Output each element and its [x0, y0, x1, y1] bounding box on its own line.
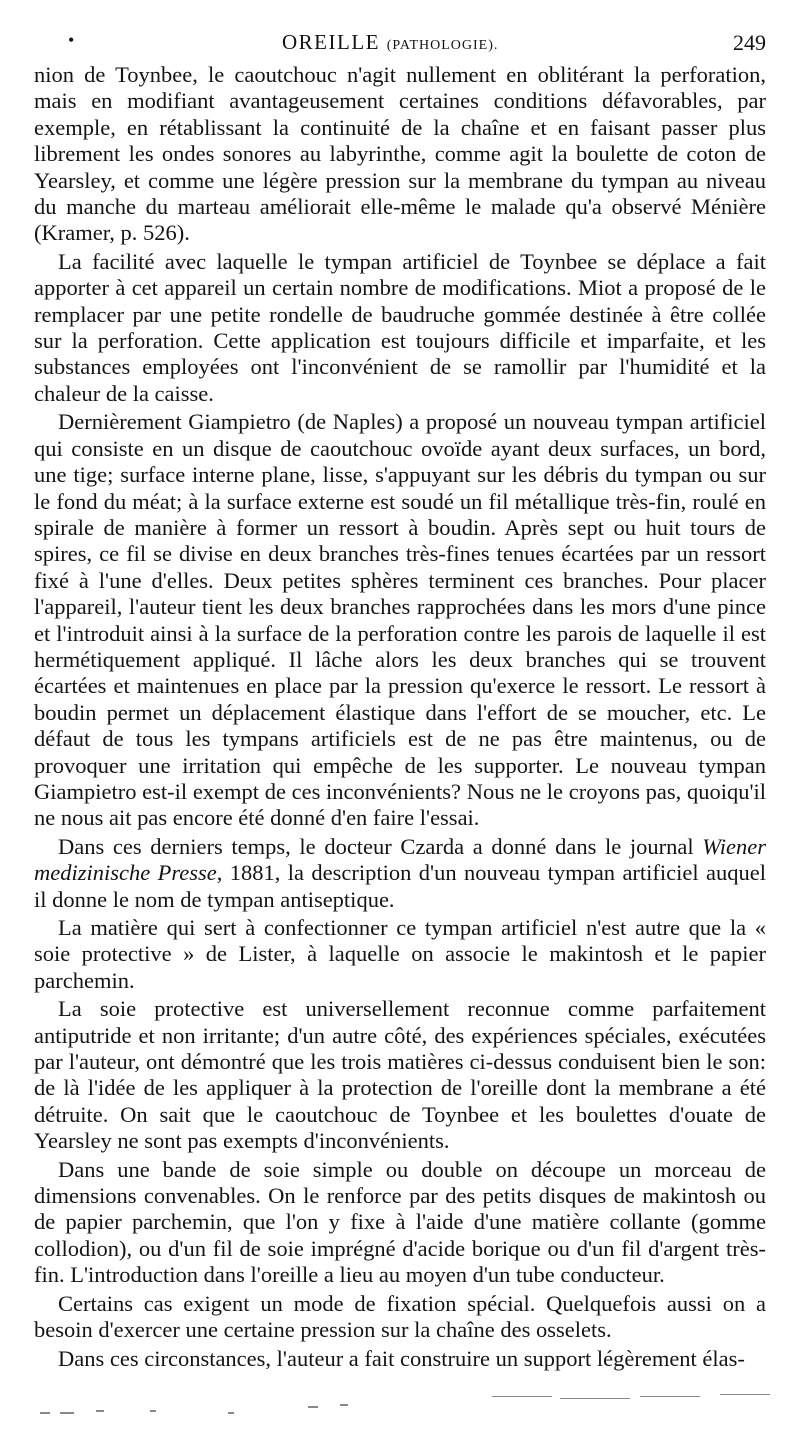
paragraph-5: La matière qui sert à confectionner ce tympan artificiel n'est autre que la « soie protective » de Lister, à laquelle on associe le makintosh et le papier parchemin. [34, 915, 766, 993]
journal-title: Wiener medizinische Presse [34, 833, 766, 886]
paragraph-9: Dans ces circonstances, l'auteur a fait construire un support légèrement élas- [58, 1345, 745, 1371]
running-title-sub: (PATHOLOGIE). [386, 38, 499, 53]
paragraph-4 [34, 834, 766, 913]
page-number: 249 [733, 30, 766, 55]
paragraph-6: La soie protective est universellement reconnue comme parfaitement antiputride et non irritante; d'un autre côté, des expériences spéciales, exécutées par l'auteur, ont démontré que les trois matières ci-dessus conduisent bien le son: de là l'idée de les appliquer à la protection de l'oreille dont la membrane a été détruite. On sait que le caoutchouc de Toynbee et les boulettes d'ouate de Yearsley ne sont pas exempts d'inconvénients. [34, 996, 766, 1154]
paragraph-4-after: , 1881, la description d'un nouveau tympan artificiel auquel il donne le nom de tympan antiseptique. [34, 860, 767, 912]
paragraph-8: Certains cas exigent un mode de fixation spécial. Quelquefois aussi on a besoin d'exercer une certaine pression sur la chaîne des osselets. [34, 1290, 766, 1343]
running-title-main: OREILLE [282, 30, 380, 54]
body-text [34, 62, 766, 1374]
header-dot: • [68, 30, 75, 50]
scan-noise [0, 1392, 800, 1432]
running-title [282, 30, 498, 55]
paragraph-3: Dernièrement Giampietro (de Naples) a proposé un nouveau tympan artificiel qui consiste en un disque de caoutchouc ovoïde ayant deux surfaces, un bord, une tige; surface interne plane, lisse, s'appuyant sur les débris du tympan ou sur le fond du méat; à la surface externe est soudé un fil métallique très-fin, roulé en spirale de manière à former un ressort à boudin. Après sept ou huit tours de spires, ce fil se divise en deux branches très-fines tenues écartées par un ressort fixé à l'une d'elles. Deux petites sphères terminent ces branches. Pour placer l'appareil, l'auteur tient les deux branches rapprochées dans les mors d'une pince et l'introduit ainsi à la surface de la perforation contre les parois de laquelle il est hermétiquement appliqué. Il lâche alors les deux branches qui se trouvent écartées et maintenues en place par la pression qu'exerce le ressort. Le ressort à boudin permet un déplacement élastique dans l'effort de se moucher, etc. Le défaut de tous les tympans artificiels est de ne pas être maintenus, ou de provoquer une irritation qui empêche de les supporter. Le nouveau tympan Giampietro est-il exempt de ces inconvénients? Nous ne le croyons pas, quoiqu'il ne nous ait pas encore été donné d'en faire l'essai. [34, 409, 766, 831]
running-header [32, 30, 768, 54]
paragraph-7: Dans une bande de soie simple ou double on découpe un morceau de dimensions convenables. On le renforce par des petits disques de makintosh ou de papier parchemin, que l'on y fixe à l'aide d'une matière collante (gomme collodion), ou d'un fil de soie imprégné d'acide borique ou d'un fil d'argent très-fin. L'introduction dans l'oreille a lieu au moyen d'un tube conducteur. [34, 1156, 766, 1288]
paragraph-4-before: Dans ces derniers temps, le docteur Czarda a donné dans le journal [58, 833, 703, 859]
paragraph-1: nion de Toynbee, le caoutchouc n'agit nullement en oblitérant la perforation, mais en modifiant avantageusement certaines conditions défavorables, par exemple, en rétablissant la continuité de la chaîne et en faisant passer plus librement les ondes sonores au labyrinthe, comme agit la boulette de coton de Yearsley, et comme une légère pression sur la membrane du tympan au niveau du manche du marteau améliorait elle-même le malade qu'a observé Ménière (Kramer, p. 526). [34, 62, 766, 246]
paragraph-2: La facilité avec laquelle le tympan artificiel de Toynbee se déplace a fait apporter à cet appareil un certain nombre de modifications. Miot a proposé de le remplacer par une petite rondelle de baudruche gommée destinée à être collée sur la perforation. Cette application est toujours difficile et imparfaite, et les substances employées ont l'inconvénient de se ramollir par l'humidité et la chaleur de la caisse. [34, 248, 766, 406]
